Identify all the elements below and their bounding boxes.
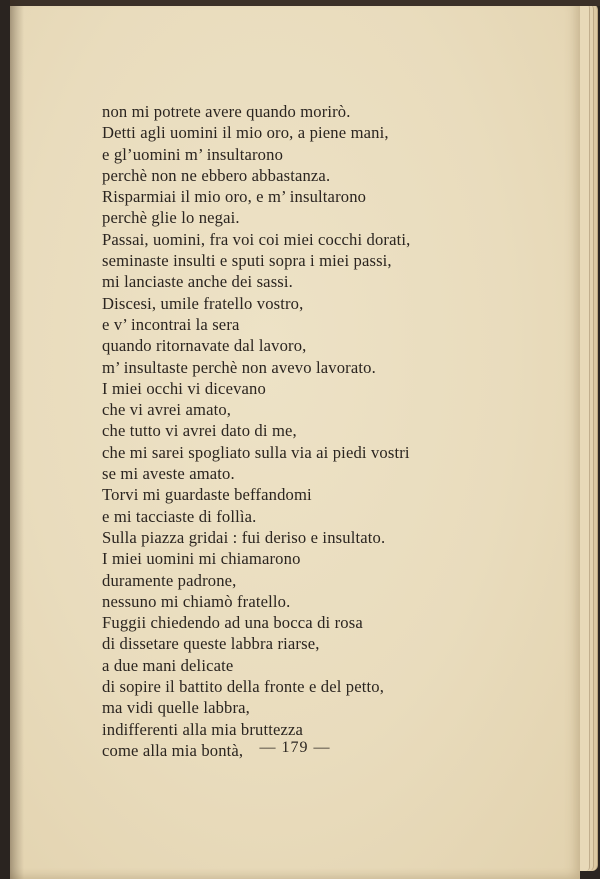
poem-line: che tutto vi avrei dato di me, [102,421,297,441]
poem-line: quando ritornavate dal lavoro, [102,336,307,356]
poem-line: perchè glie lo negai. [102,208,240,228]
poem-line: e gl’uomini m’ insultarono [102,144,284,164]
poem-line: Discesi, umile fratello vostro, [102,293,304,313]
poem-line: di sopire il battito della fronte e del petto, [102,677,385,697]
poem-line: m’ insultaste perchè non avevo lavorato. [102,357,376,377]
poem-line: come alla mia bontà, [102,740,244,760]
poem-line: Passai, uomini, fra voi coi miei cocchi dorati, [102,229,411,249]
poem-line: perchè non ne ebbero abbastanza. [102,165,331,185]
poem-line: a due mani delicate [102,655,234,675]
book-page [10,0,580,879]
poem-line: Detti agli uomini il mio oro, a piene mani, [102,123,389,143]
poem-line: che vi avrei amato, [102,400,232,420]
poem-line: Risparmiai il mio oro, e m’ insultarono [102,187,367,207]
poem-line: che mi sarei spogliato sulla via ai piedi vostri [102,442,410,462]
poem-line: se mi aveste amato. [102,464,235,484]
poem-line: e mi tacciaste di follìa. [102,506,257,526]
poem-line: duramente padrone, [102,570,237,590]
binding-shadow [10,0,600,6]
poem-line: Torvi mi guardaste beffandomi [102,485,312,505]
page-number: — 179 — [259,739,331,756]
poem-line: indifferenti alla mia bruttezza [102,719,304,739]
poem-line: di dissetare queste labbra riarse, [102,634,320,654]
poem-line: non mi potrete avere quando morirò. [102,102,351,121]
poem-line: nessuno mi chiamò fratello. [102,591,291,611]
poem-line: I miei uomini mi chiamarono [102,549,301,569]
poem-text [102,101,410,761]
poem-line: I miei occhi vi dicevano [102,378,266,398]
poem-line: ma vidi quelle labbra, [102,698,250,718]
poem-line: seminaste insulti e sputi sopra i miei passi, [102,251,392,271]
poem-line: Fuggii chiedendo ad una bocca di rosa [102,613,363,633]
poem-line: e v’ incontrai la sera [102,314,240,334]
poem-line: mi lanciaste anche dei sassi. [102,272,293,292]
poem-line: Sulla piazza gridai : fui deriso e insultato. [102,527,386,547]
